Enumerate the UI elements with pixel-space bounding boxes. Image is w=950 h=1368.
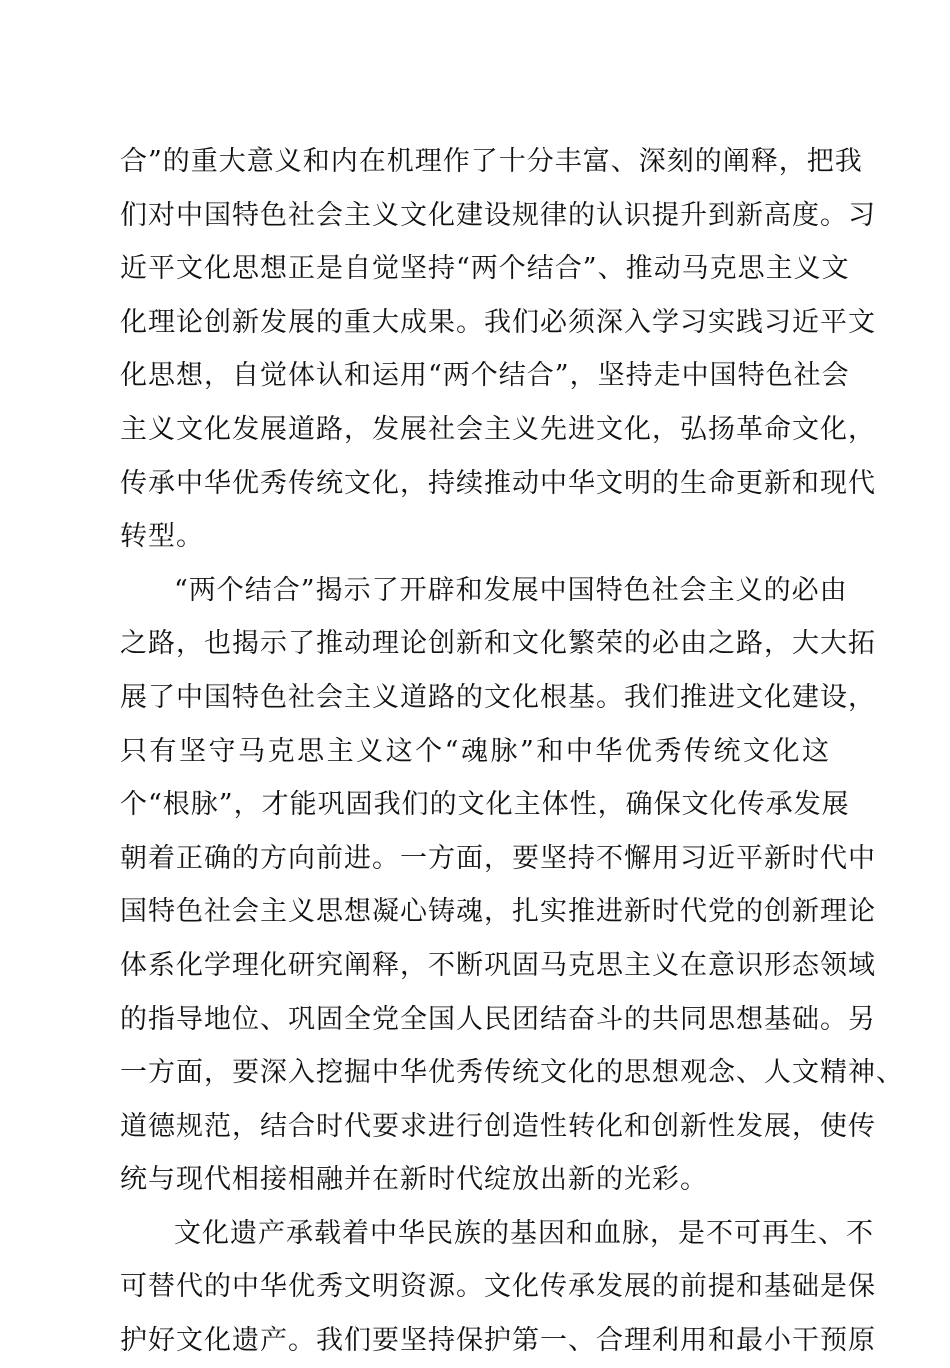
text-line: 国特色社会主义思想凝心铸魂，扎实推进新时代党的创新理论: [120, 896, 876, 928]
text-line: 之路，也揭示了推动理论创新和文化繁荣的必由之路，大大拓: [120, 628, 876, 660]
text-line: 个“根脉”，才能巩固我们的文化主体性，确保文化传承发展: [120, 789, 850, 821]
text-line: 道德规范，结合时代要求进行创造性转化和创新性发展，使传: [120, 1110, 876, 1142]
text-line: 只有坚守马克思主义这个“魂脉”和中华优秀传统文化这: [120, 735, 830, 767]
text-line: 体系化学理化研究阐释，不断巩固马克思主义在意识形态领域: [120, 949, 876, 981]
text-line: 转型。: [120, 521, 204, 553]
text-line: 一方面，要深入挖掘中华优秀传统文化的思想观念、人文精神、: [120, 1057, 904, 1089]
text-line: 统与现代相接相融并在新时代绽放出新的光彩。: [120, 1164, 708, 1196]
text-line: 主义文化发展道路，发展社会主义先进文化，弘扬革命文化，: [120, 413, 876, 445]
text-line: 传承中华优秀传统文化，持续推动中华文明的生命更新和现代: [120, 467, 876, 499]
text-line: “两个结合”揭示了开辟和发展中国特色社会主义的必由: [174, 574, 848, 606]
body-text: [120, 135, 904, 1368]
text-line: 展了中国特色社会主义道路的文化根基。我们推进文化建设，: [120, 681, 876, 713]
text-line: 近平文化思想正是自觉坚持“两个结合”、推动马克思主义文: [120, 253, 850, 285]
text-line: 文化遗产承载着中华民族的基因和血脉，是不可再生、不: [174, 1217, 874, 1249]
text-line: 朝着正确的方向前进。一方面，要坚持不懈用习近平新时代中: [120, 842, 876, 874]
text-line: 护好文化遗产。我们要坚持保护第一、合理利用和最小干预原: [120, 1325, 876, 1357]
text-line: 们对中国特色社会主义文化建设规律的认识提升到新高度。习: [120, 199, 876, 231]
text-line: 合”的重大意义和内在机理作了十分丰富、深刻的阐释，把我: [120, 146, 863, 177]
text-line: 化思想，自觉体认和运用“两个结合”，坚持走中国特色社会: [120, 360, 850, 392]
text-line: 的指导地位、巩固全党全国人民团结奋斗的共同思想基础。另: [120, 1003, 876, 1035]
text-line: 可替代的中华优秀文明资源。文化传承发展的前提和基础是保: [120, 1271, 876, 1303]
text-line: 化理论创新发展的重大成果。我们必须深入学习实践习近平文: [120, 306, 876, 338]
